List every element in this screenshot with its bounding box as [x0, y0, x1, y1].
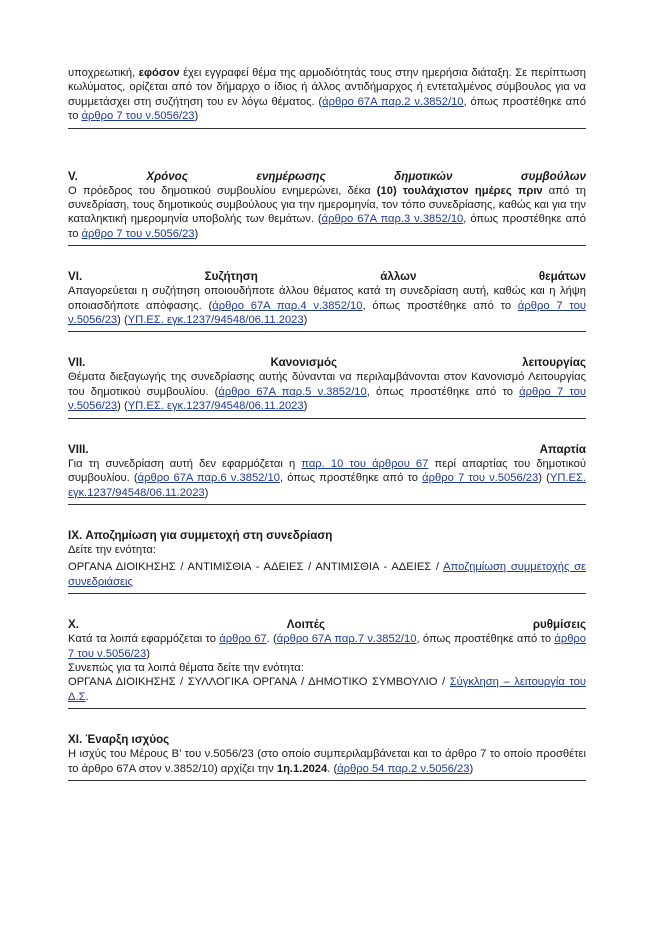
section-body: Δείτε την ενότητα:: [68, 543, 156, 556]
text: ): [303, 400, 308, 413]
law-link[interactable]: άρθρο 67Α παρ.2 ν.3852/10: [322, 95, 464, 108]
section-body: [68, 747, 586, 776]
text: ) (: [117, 314, 128, 327]
text: έχει εγγραφεί θέμα της αρμοδιότητάς τους στην ημερήσια διάταξη. Σε περίπτωση κωλύματος, ορίζεται από τον δήμαρχο ο ίδιος ή άλλος αντιδήμαρχος ή εντεταλμένος σύμβουλος για να συμμετάσχει στη συζήτηση του εν λόγω θέματος. (: [68, 67, 586, 108]
text: .: [85, 690, 89, 703]
section-heading: [68, 269, 586, 284]
text: , όπως προστέθηκε από το: [68, 95, 586, 123]
section-divider: [68, 593, 586, 594]
section-body: [68, 284, 586, 327]
section-heading: XI. Έναρξη ισχύος: [68, 733, 170, 747]
section-number: VI.: [68, 270, 83, 284]
heading-word: άλλων: [380, 270, 417, 284]
section-body: [68, 457, 586, 500]
text: ) (: [538, 472, 550, 485]
law-link[interactable]: άρθρο 7 του ν.5056/23: [81, 110, 195, 123]
document-content: [68, 66, 586, 781]
text: Ο πρόεδρος του δημοτικού συμβουλίου ενημερώνει, δέκα: [68, 184, 377, 197]
article-link[interactable]: παρ. 10 του άρθρου 67: [301, 457, 429, 470]
section-viii: [68, 442, 586, 505]
heading-word: Χρόνος: [146, 169, 188, 183]
section-number: VII.: [68, 356, 86, 370]
text: ): [194, 110, 199, 123]
article-link[interactable]: άρθρο 67: [219, 633, 267, 646]
law-link[interactable]: άρθρο 7 του ν.5056/23: [68, 633, 586, 660]
topic-link[interactable]: Σύγκληση – λειτουργία του Δ.Σ: [68, 676, 586, 703]
section-xi: [68, 732, 586, 781]
section-number: V.: [68, 169, 78, 183]
law-link[interactable]: άρθρο 7 του ν.5056/23: [422, 472, 539, 485]
section-divider: [68, 418, 586, 419]
section-number: X.: [68, 618, 79, 632]
circular-link[interactable]: ΥΠ.ΕΣ. εγκ.1237/94548/06.11.2023: [127, 400, 304, 413]
text: Για τη συνεδρίαση αυτή δεν εφαρμόζεται η: [68, 457, 302, 470]
text: , όπως προστέθηκε από το: [279, 472, 423, 485]
section-path: [68, 675, 586, 704]
text: ): [469, 762, 474, 775]
text: ): [146, 647, 150, 660]
section-v: [68, 169, 586, 247]
text: Κατά τα λοιπά εφαρμόζεται το: [68, 633, 220, 646]
bold-text: 1η.1.2024: [276, 762, 328, 775]
section-body: [68, 184, 586, 242]
section-divider: [68, 504, 586, 505]
law-link[interactable]: άρθρο 7 του ν.5056/23: [68, 299, 586, 327]
section-heading: [68, 442, 586, 457]
heading-word: δημοτικών: [394, 169, 453, 183]
heading-word: λειτουργίας: [522, 356, 586, 370]
law-link[interactable]: άρθρο 7 του ν.5056/23: [68, 385, 586, 413]
heading-word: ενημέρωσης: [256, 169, 326, 183]
section-vii: [68, 355, 586, 418]
text: ): [194, 227, 199, 240]
intro-section: [68, 66, 586, 129]
text: περί απαρτίας του δημοτικού συμβουλίου. (: [68, 457, 586, 485]
topic-link[interactable]: Αποζημίωση συμμετοχής σε συνεδριάσεις: [68, 561, 586, 588]
section-divider: [68, 331, 586, 332]
circular-link[interactable]: ΥΠ.ΕΣ. εγκ.1237/94548/06.11.2023: [68, 472, 587, 499]
section-heading: [68, 617, 586, 632]
heading-word: Συζήτηση: [204, 270, 258, 284]
heading-word: συμβούλων: [520, 169, 586, 183]
section-divider: [68, 708, 586, 709]
heading-word: Κανονισμός: [270, 356, 338, 370]
text: . (: [266, 633, 277, 646]
heading-word: θεμάτων: [538, 270, 586, 284]
text: ΟΡΓΑΝΑ ΔΙΟΙΚΗΣΗΣ / ΣΥΛΛΟΓΙΚΑ ΟΡΓΑΝΑ / ΔΗΜΟΤΙΚΟ ΣΥΜΒΟΥΛΙΟ /: [68, 676, 450, 689]
section-number: VIII.: [68, 442, 89, 456]
section-x: [68, 617, 586, 709]
bold-text: (10) τουλάχιστον ημέρες πριν: [376, 184, 543, 197]
section-ix: [68, 528, 586, 594]
text: Θέματα διεξαγωγής της συνεδρίασης αυτής δύνανται να περιλαμβάνονται στον Κανονισμό Λειτουργίας του δημοτικού συμβουλίου. (: [68, 371, 586, 398]
section-vi: [68, 269, 586, 332]
text: . (: [327, 762, 338, 775]
section-divider: [68, 780, 586, 781]
text: υποχρεωτική,: [68, 67, 139, 79]
text: από τη συνεδρίαση, τους δημοτικούς συμβούλους για την ημερομηνία, τον τόπο συνεδρίασης, καθώς και για την καταληκτική ημερομηνία υποβολής των θεμάτων. (: [68, 184, 586, 226]
section-heading: [68, 169, 586, 184]
heading-word: ρυθμίσεις: [532, 618, 586, 632]
text: , όπως προστέθηκε από το: [366, 385, 520, 398]
section-body: Συνεπώς για τα λοιπά θέματα δείτε την ενότητα:: [68, 661, 304, 674]
section-body: [68, 632, 586, 661]
text: , όπως προστέθηκε από το: [362, 299, 518, 312]
heading-word: Απαρτία: [539, 442, 586, 456]
law-link[interactable]: άρθρο 7 του ν.5056/23: [81, 227, 195, 240]
text: , όπως προστέθηκε από το: [68, 213, 586, 240]
law-link[interactable]: άρθρο 67Α παρ.6 ν.3852/10: [137, 472, 280, 485]
text: ) (: [117, 400, 128, 413]
law-link[interactable]: άρθρο 67Α παρ.4 ν.3852/10: [212, 299, 363, 312]
section-body: [68, 370, 586, 413]
text: Η ισχύς του Μέρους Β’ του ν.5056/23 (στο οποίο συμπεριλαμβάνεται και το άρθρο 7 το οποίο προσθέτει το άρθρο 67Α στον ν.3852/10) αρχίζει την: [68, 748, 586, 775]
section-divider: [68, 128, 586, 129]
section-path: [68, 560, 586, 589]
text: ): [303, 314, 308, 327]
section-heading: IX. Αποζημίωση για συμμετοχή στη συνεδρίαση: [68, 528, 333, 542]
law-link[interactable]: άρθρο 54 παρ.2 ν.5056/23: [337, 762, 470, 775]
bold-text: εφόσον: [138, 67, 180, 79]
law-link[interactable]: άρθρο 67Α παρ.5 ν.3852/10: [218, 385, 367, 398]
text: ΟΡΓΑΝΑ ΔΙΟΙΚΗΣΗΣ / ΑΝΤΙΜΙΣΘΙΑ - ΑΔΕΙΕΣ / ΑΝΤΙΜΙΣΘΙΑ - ΑΔΕΙΕΣ /: [68, 561, 444, 574]
heading-word: Λοιπές: [286, 618, 325, 632]
law-link[interactable]: άρθρο 67Α παρ.7 ν.3852/10: [276, 633, 417, 646]
text: Απαγορεύεται η συζήτηση οποιουδήποτε άλλου θέματος κατά τη συνεδρίαση αυτή, καθώς και η λήψη οποιασδήποτε απόφασης. (: [68, 285, 586, 312]
text: ): [204, 486, 209, 499]
section-heading: [68, 355, 586, 370]
circular-link[interactable]: ΥΠ.ΕΣ. εγκ.1237/94548/06.11.2023: [127, 314, 304, 327]
intro-paragraph: [68, 66, 586, 124]
text: , όπως προστέθηκε από το: [416, 633, 555, 646]
law-link[interactable]: άρθρο 67Α παρ.3 ν.3852/10: [321, 213, 464, 226]
section-divider: [68, 245, 586, 246]
